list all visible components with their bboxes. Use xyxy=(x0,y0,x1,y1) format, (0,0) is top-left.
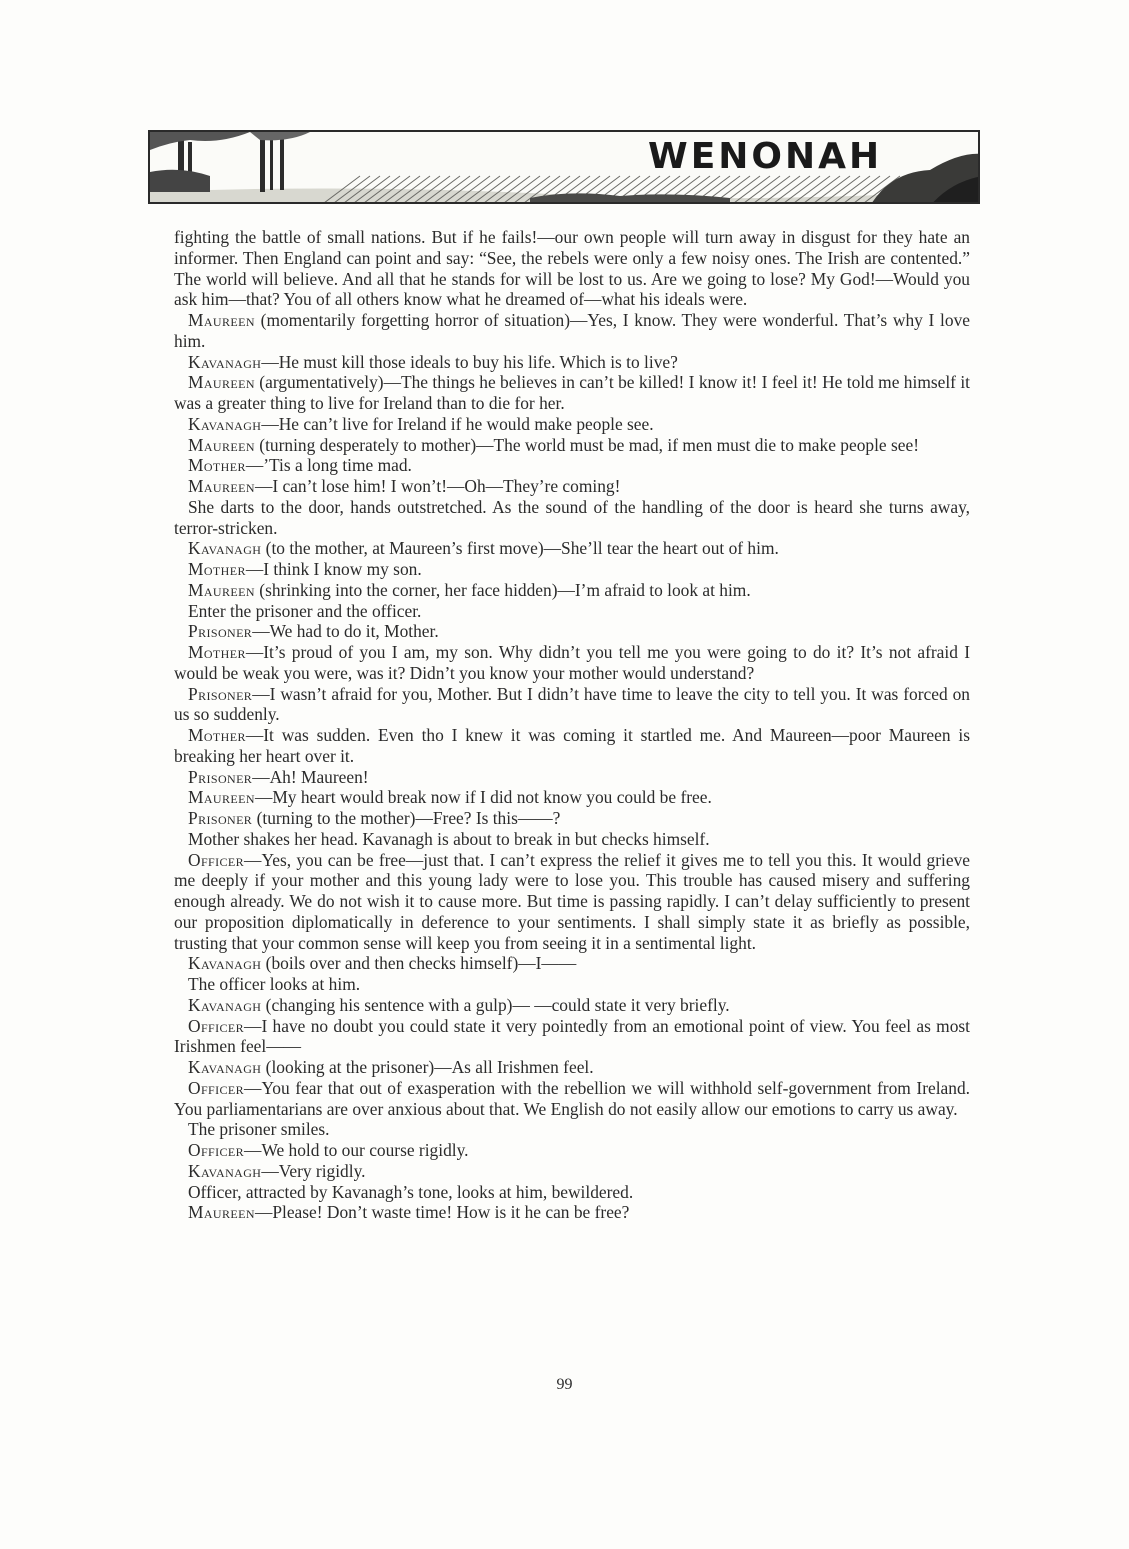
speaker-name: Maureen xyxy=(188,579,255,600)
paragraph xyxy=(174,227,970,310)
speaker-name: Mother xyxy=(188,642,246,662)
speaker-name: Maureen xyxy=(188,476,255,496)
paragraph-text: fighting the battle of small nations. But if he fails!—our own people will turn away in disgust for they hate an informer. Then England can point and say: “See, the rebels were only a few noisy ones. The Irish are contented.” The world will believe. And all that he stands for will be lost to us. Are we going to lose? My God!—Would you ask him—that? You of all others know what he dreamed of—what his ideals were. xyxy=(174,227,970,310)
paragraph xyxy=(174,559,970,580)
paragraph-text: —We had to do it, Mother. xyxy=(252,621,439,642)
paragraph-text: —It’s proud of you I am, my son. Why didn’t you tell me you were going to do it? It’s not afraid I would be weak you were, was it? Didn’t you know your mother would understand? xyxy=(174,642,970,683)
speaker-name: Kavanagh xyxy=(188,1057,262,1077)
speaker-name: Kavanagh xyxy=(188,351,262,372)
paragraph-text: —It was sudden. Even tho I knew it was coming it startled me. And Maureen—poor Maureen is breaking her heart over it. xyxy=(174,725,970,766)
paragraph-text: Enter the prisoner and the officer. xyxy=(188,600,422,621)
paragraph xyxy=(174,1202,970,1223)
speaker-name: Officer xyxy=(188,1015,245,1036)
paragraph-text: (turning to the mother)—Free? Is this——? xyxy=(252,808,561,828)
speaker-name: Officer xyxy=(188,849,245,870)
paragraph-text: The officer looks at him. xyxy=(188,974,361,994)
paragraph xyxy=(174,1078,970,1120)
paragraph-text: —Ah! Maureen! xyxy=(252,766,369,787)
paragraph-text: (changing his sentence with a gulp)— —could state it very briefly. xyxy=(261,994,730,1015)
document-body xyxy=(174,227,970,1223)
speaker-name: Kavanagh xyxy=(188,538,262,559)
paragraph xyxy=(174,1016,970,1058)
paragraph-text: She darts to the door, hands outstretched. As the sound of the handling of the door is heard she turns away, terror-stricken. xyxy=(174,496,970,538)
paragraph xyxy=(174,1119,970,1140)
speaker-name: Officer xyxy=(188,1140,245,1160)
paragraph-text: —I wasn’t afraid for you, Mother. But I didn’t have time to leave the city to tell you. It was forced on us so suddenly. xyxy=(174,683,970,725)
paragraph xyxy=(174,642,970,684)
speaker-name: Maureen xyxy=(188,1202,255,1223)
paragraph xyxy=(174,725,970,767)
speaker-name: Officer xyxy=(188,1077,245,1098)
speaker-name: Kavanagh xyxy=(188,413,262,434)
speaker-name: Maureen xyxy=(188,372,255,393)
paragraph-text: —He must kill those ideals to buy his life. Which is to live? xyxy=(261,351,678,372)
header-title: WENONAH xyxy=(648,136,883,177)
speaker-name: Kavanagh xyxy=(188,994,262,1015)
speaker-name: Maureen xyxy=(188,434,255,455)
paragraph xyxy=(174,476,970,497)
speaker-name: Maureen xyxy=(188,787,255,808)
paragraph-text: Officer, attracted by Kavanagh’s tone, looks at him, bewildered. xyxy=(188,1181,634,1202)
speaker-name: Mother xyxy=(188,455,246,476)
paragraph xyxy=(174,455,970,476)
speaker-name: Prisoner xyxy=(188,621,253,642)
paragraph xyxy=(174,372,970,414)
paragraph xyxy=(174,497,970,539)
page-header-banner xyxy=(148,130,980,204)
speaker-name: Maureen xyxy=(188,310,255,330)
paragraph xyxy=(174,580,970,601)
paragraph-text: (looking at the prisoner)—As all Irishmen feel. xyxy=(261,1057,594,1077)
paragraph-text: —I have no doubt you could state it very pointedly from an emotional point of view. You feel as most Irishmen feel—— xyxy=(174,1015,970,1057)
paragraph xyxy=(174,414,970,435)
paragraph xyxy=(174,808,970,829)
paragraph-text: (boils over and then checks himself)—I—— xyxy=(261,953,577,974)
paragraph xyxy=(174,1057,970,1078)
paragraph xyxy=(174,601,970,622)
paragraph xyxy=(174,1182,970,1203)
paragraph-text: (momentarily forgetting horror of situation)—Yes, I know. They were wonderful. That’s why I love him. xyxy=(174,310,970,351)
page-number: 99 xyxy=(556,1376,573,1393)
paragraph-text: —Very rigidly. xyxy=(261,1160,366,1181)
paragraph xyxy=(174,1140,970,1161)
paragraph xyxy=(174,435,970,456)
paragraph xyxy=(174,850,970,954)
paragraph-text: (to the mother, at Maureen’s first move)—She’ll tear the heart out of him. xyxy=(261,538,779,559)
paragraph xyxy=(174,787,970,808)
speaker-name: Prisoner xyxy=(188,808,253,828)
paragraph xyxy=(174,974,970,995)
speaker-name: Kavanagh xyxy=(188,1160,262,1181)
speaker-name: Mother xyxy=(188,559,246,579)
paragraph-text: —We hold to our course rigidly. xyxy=(244,1140,469,1160)
speaker-name: Kavanagh xyxy=(188,953,262,974)
paragraph xyxy=(174,829,970,850)
paragraph xyxy=(174,621,970,642)
paragraph xyxy=(174,684,970,726)
paragraph xyxy=(174,1161,970,1182)
paragraph-text: (argumentatively)—The things he believes in can’t be killed! I know it! I feel it! He told me himself it was a greater thing to live for Ireland than to die for her. xyxy=(174,372,970,413)
paragraph xyxy=(174,953,970,974)
paragraph-text: —Please! Don’t waste time! How is it he can be free? xyxy=(254,1202,630,1223)
paragraph-text: Mother shakes her head. Kavanagh is about to break in but checks himself. xyxy=(188,828,710,849)
paragraph xyxy=(174,310,970,352)
paragraph-text: —’Tis a long time mad. xyxy=(245,455,412,476)
paragraph xyxy=(174,352,970,373)
paragraph-text: (turning desperately to mother)—The world must be mad, if men must die to make people see! xyxy=(254,434,919,455)
paragraph-text: —I think I know my son. xyxy=(245,559,422,579)
paragraph-text: —I can’t lose him! I won’t!—Oh—They’re coming! xyxy=(254,476,621,496)
paragraph-text: —You fear that out of exasperation with the rebellion we will withhold self-government from Ireland. You parliamentarians are over anxious about that. We English do not easily allow our emotions to carry us away. xyxy=(174,1077,970,1119)
paragraph xyxy=(174,767,970,788)
speaker-name: Prisoner xyxy=(188,683,253,704)
paragraph-text: The prisoner smiles. xyxy=(188,1119,330,1140)
paragraph-text: (shrinking into the corner, her face hidden)—I’m afraid to look at him. xyxy=(254,579,751,600)
paragraph-text: —My heart would break now if I did not know you could be free. xyxy=(254,787,712,808)
speaker-name: Mother xyxy=(188,725,246,745)
paragraph-text: —He can’t live for Ireland if he would make people see. xyxy=(261,413,654,434)
paragraph xyxy=(174,995,970,1016)
paragraph xyxy=(174,538,970,559)
paragraph-text: —Yes, you can be free—just that. I can’t express the relief it gives me to tell you this. It would grieve me deeply if your mother and this young lady were to lose you. This trouble has caused misery and suffering enough already. We do not wish it to cause more. But time is passing rapidly. I can’t delay sufficiently to present our proposition diplomatically in deference to your sentiments. I shall simply state it as briefly as possible, trusting that your common sense will keep you from seeing it in a sentimental light. xyxy=(174,849,970,953)
speaker-name: Prisoner xyxy=(188,766,253,787)
